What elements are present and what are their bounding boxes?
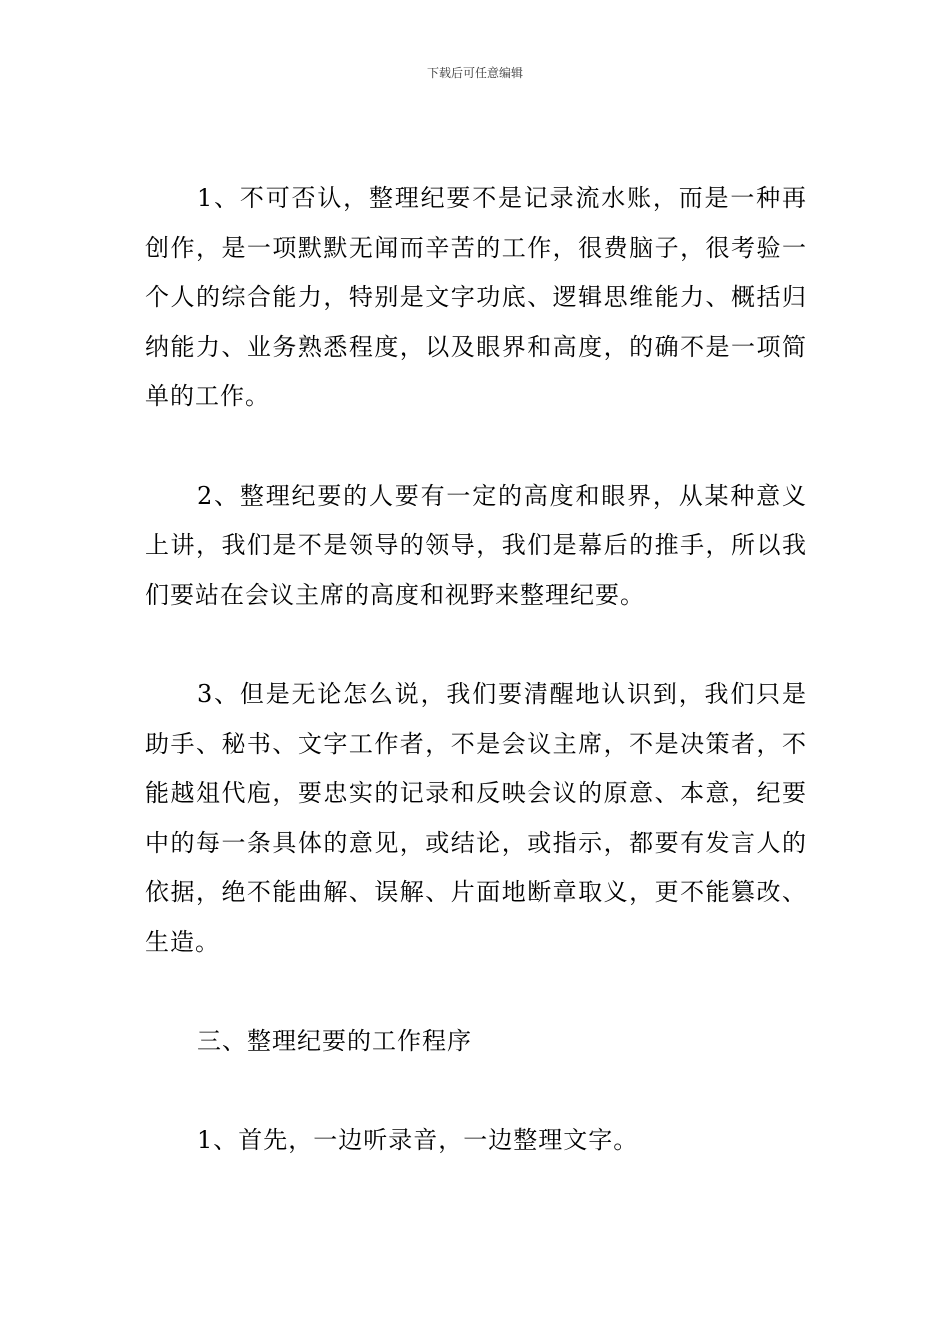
- paragraph-2: 2、整理纪要的人要有一定的高度和眼界，从某种意义上讲，我们是不是领导的领导，我们是幕后的推手，所以我们要站在会议主席的高度和视野来整理纪要。: [145, 481, 807, 609]
- paragraph-1: 1、不可否认，整理纪要不是记录流水账，而是一种再创作，是一项默默无闻而辛苦的工作，很费脑子，很考验一个人的综合能力，特别是文字功底、逻辑思维能力、概括归纳能力、业务熟悉程度，以及眼界和高度，的确不是一项简单的工作。: [145, 184, 807, 411]
- document-body: [145, 174, 807, 1166]
- paragraph-4: 1、首先，一边听录音，一边整理文字。: [197, 1126, 639, 1155]
- paragraph-spacer: [145, 422, 807, 472]
- paragraph-spacer: [145, 968, 807, 1018]
- paragraph-spacer: [145, 1067, 807, 1117]
- section-heading: 三、整理纪要的工作程序: [197, 1027, 472, 1056]
- paragraph-spacer: [145, 620, 807, 670]
- paragraph-3: 3、但是无论怎么说，我们要清醒地认识到，我们只是助手、秘书、文字工作者，不是会议主席，不是决策者，不能越俎代庖，要忠实的记录和反映会议的原意、本意，纪要中的每一条具体的意见，或结论，或指示，都要有发言人的依据，绝不能曲解、误解、片面地断章取义，更不能篡改、生造。: [145, 679, 807, 956]
- page-header: 下载后可任意编辑: [426, 66, 523, 80]
